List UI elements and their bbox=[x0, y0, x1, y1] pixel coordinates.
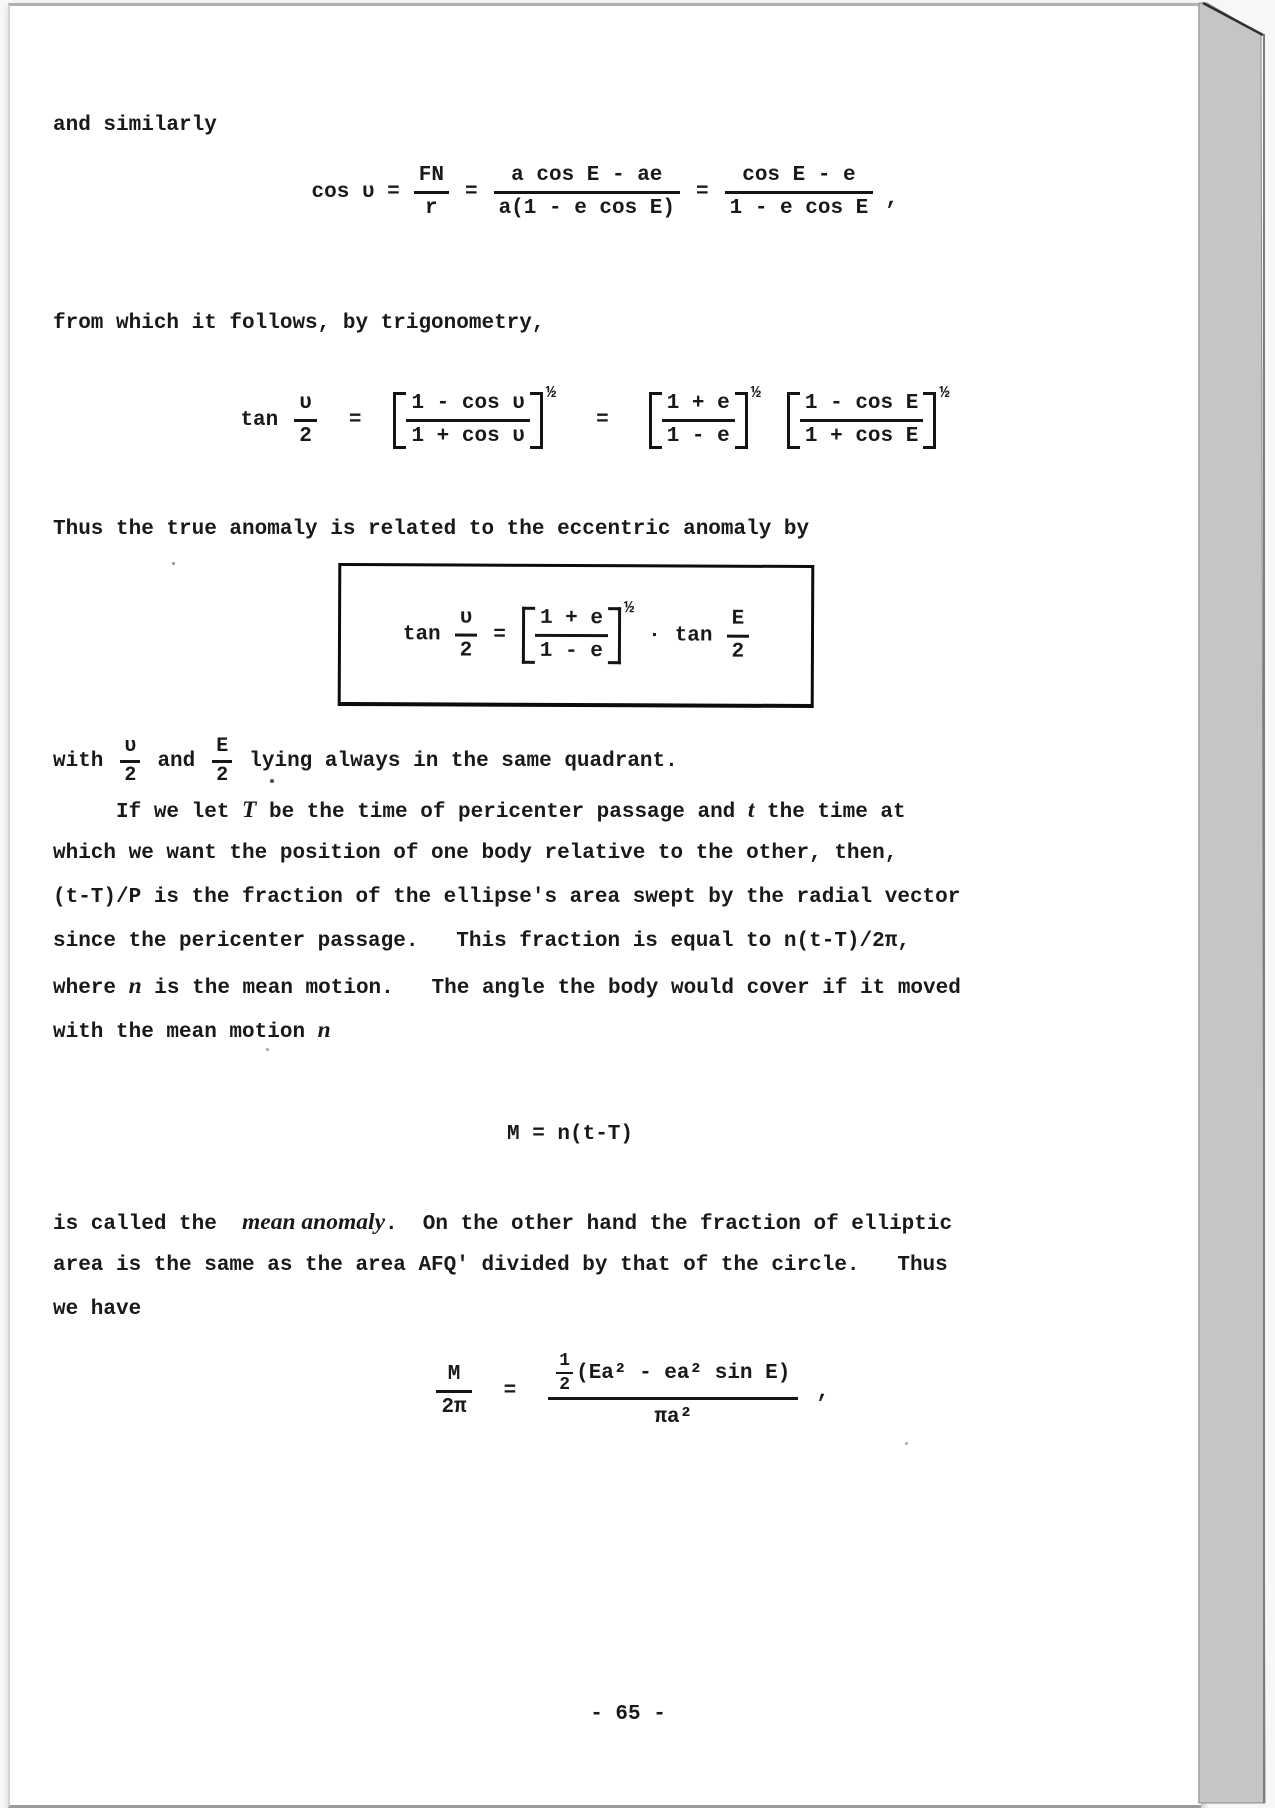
fraction-acosE: $\frac{\text{a cos E - ae}}{\text{a(1 - e cos E)}}$ bbox=[494, 164, 680, 221]
text-line: which we want the position of one body relative to the other, then, bbox=[53, 842, 898, 865]
left-bracket bbox=[787, 392, 800, 449]
and-label: and bbox=[157, 750, 196, 773]
left-bracket bbox=[649, 392, 662, 449]
left-bracket bbox=[522, 606, 535, 663]
text-line: is called the mean anomaly. On the other hand the fraction of elliptic bbox=[53, 1209, 953, 1236]
equals-sign: = bbox=[493, 623, 506, 647]
right-bracket bbox=[530, 392, 543, 449]
text-line: area is the same as the area AFQ' divided by that of the circle. Thus bbox=[53, 1254, 948, 1277]
text-line: where n is the mean motion. The angle the body would cover if it moved bbox=[53, 973, 961, 1000]
fraction-upsilon-2: $\frac{\upsilon}{2}$ bbox=[455, 606, 478, 663]
fraction-upsilon-2: $\frac{\upsilon}{2}$ bbox=[294, 392, 317, 449]
fraction-1-minus-cos-E: $\frac{\text{1 - cos E}}{\text{1 + cos E}}$ bbox=[800, 392, 923, 449]
exponent-half: ½ bbox=[545, 384, 557, 403]
center-dot: · bbox=[648, 623, 661, 647]
bracket-power-2 bbox=[649, 384, 761, 449]
fraction-upsilon-2: $\frac{\upsilon}{2}$ bbox=[120, 736, 140, 787]
equation-mean-anomaly-def: M = n(t-T) bbox=[506, 1123, 634, 1146]
equation-cos-true-anomaly bbox=[53, 164, 1157, 221]
text-line: we have bbox=[53, 1298, 142, 1321]
text-line: (t-T)/P is the fraction of the ellipse's area swept by the radial vector bbox=[53, 886, 961, 909]
exponent-half: ½ bbox=[750, 384, 761, 403]
eq-tan-fn: tan bbox=[240, 409, 279, 432]
eq-box-fn: tan bbox=[402, 622, 441, 646]
paragraph-thus: Thus the true anomaly is related to the eccentric anomaly by bbox=[53, 518, 810, 541]
equals-sign: = bbox=[503, 1379, 517, 1403]
paragraph-with-quadrant bbox=[53, 736, 678, 787]
fraction-1-plus-e: $\frac{1 + e}{1 - e}$ bbox=[662, 392, 735, 449]
fraction-1-minus-cos-u: $\frac{\text{1 - cos υ}}{\text{1 + cos υ}}$ bbox=[406, 392, 529, 449]
equals-sign: = bbox=[348, 409, 362, 432]
text-line: since the pericenter passage. This fraction is equal to n(t-T)/2π, bbox=[53, 930, 910, 953]
scan-artifact bbox=[266, 1048, 269, 1051]
equals-sign: = bbox=[596, 409, 609, 432]
text-line: If we let T be the time of pericenter passage and t the time at bbox=[53, 797, 906, 824]
exponent-half: ½ bbox=[623, 598, 635, 618]
left-bracket bbox=[393, 392, 406, 449]
fraction-one-half: $\frac{1}{2}$ bbox=[556, 1352, 573, 1394]
fraction-1-plus-e: $\frac{1 + e}{1 - e}$ bbox=[535, 606, 608, 663]
denominator-pi-a2: πa² bbox=[654, 1406, 693, 1429]
right-bracket bbox=[608, 607, 621, 664]
trailing-comma: , bbox=[816, 1379, 830, 1404]
fraction-cosE-e: $\frac{\text{cos E - e}}{\text{1 - e cos E}}$ bbox=[725, 164, 874, 221]
trailing-comma: , bbox=[885, 186, 899, 211]
equals-sign: = bbox=[464, 181, 478, 204]
scan-artifact bbox=[172, 562, 175, 565]
right-bracket bbox=[923, 392, 936, 449]
quadrant-label: lying always in the same quadrant. bbox=[249, 750, 678, 773]
text-line: with the mean motion n bbox=[53, 1017, 331, 1044]
numerator-row bbox=[548, 1352, 798, 1397]
bracket-power-1 bbox=[393, 384, 557, 449]
paragraph-pericenter bbox=[53, 788, 961, 1052]
bracket-power-3 bbox=[787, 384, 950, 449]
right-bracket bbox=[735, 392, 748, 449]
scan-artifact bbox=[270, 779, 274, 783]
with-label: with bbox=[53, 750, 104, 773]
page-number: - 65 - bbox=[590, 1703, 666, 1726]
big-fraction-area bbox=[548, 1352, 798, 1430]
eq-cos-lhs: cos υ = bbox=[311, 181, 400, 204]
eq-box-fn2: tan bbox=[674, 623, 713, 648]
scan-artifact bbox=[905, 1442, 908, 1445]
fraction-M-2pi: $\frac{M}{2\pi}$ bbox=[436, 1363, 471, 1420]
exponent-half: ½ bbox=[939, 384, 950, 403]
paragraph-and-similarly: and similarly bbox=[53, 114, 217, 137]
bracket-power bbox=[522, 598, 635, 663]
equation-tan-half-angle bbox=[53, 384, 1137, 449]
equals-sign: = bbox=[696, 181, 709, 204]
equation-area-ratio bbox=[53, 1352, 1213, 1430]
paragraph-mean-anomaly bbox=[53, 1200, 952, 1332]
fraction-FN-r: $\frac{FN}{r}$ bbox=[414, 164, 449, 221]
paragraph-from-which: from which it follows, by trigonometry, bbox=[53, 312, 545, 335]
fraction-E-2: $\frac{E}{2}$ bbox=[212, 736, 232, 787]
fraction-E-2: $\frac{E}{2}$ bbox=[726, 607, 749, 664]
boxed-equation-tan-relation bbox=[338, 563, 815, 708]
numerator-expression: (Ea² - ea² sin E) bbox=[576, 1361, 791, 1385]
